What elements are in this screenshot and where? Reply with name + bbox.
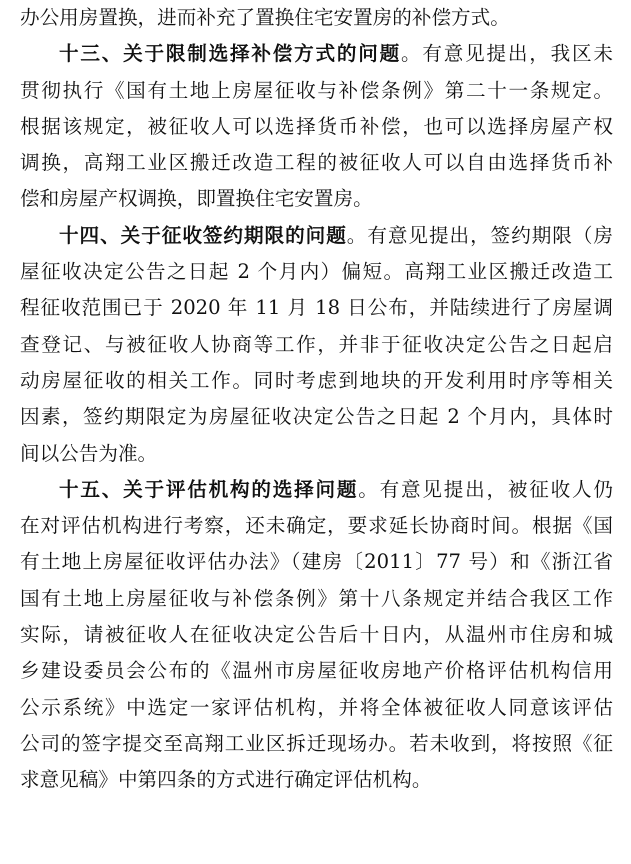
section-heading: 十四、关于征收签约期限的问题 xyxy=(59,223,347,247)
paragraph-line: 屋征收决定公告之日起 2 个月内）偏短。高翔工业区搬迁改造工 xyxy=(20,260,613,284)
paragraph-line: 偿和房屋产权调换，即置换住宅安置房。 xyxy=(20,187,373,211)
intro-paragraph xyxy=(20,0,613,36)
paragraph-line: 十五、关于评估机构的选择问题。有意见提出，被征收人仍 xyxy=(59,477,613,501)
document-page xyxy=(20,0,613,799)
paragraph-line: 十四、关于征收签约期限的问题。有意见提出，签约期限（房 xyxy=(59,223,613,247)
paragraph-line: 程征收范围已于 2020 年 11 月 18 日公布，并陆续进行了房屋调 xyxy=(20,296,613,320)
paragraph-line: 间以公告为准。 xyxy=(20,441,158,465)
section-heading: 十五、关于评估机构的选择问题 xyxy=(59,477,359,501)
paragraph-line: 乡建设委员会公布的《温州市房屋征收房地产价格评估机构信用 xyxy=(20,659,613,683)
paragraph-line: 贯彻执行《国有土地上房屋征收与补偿条例》第二十一条规定。 xyxy=(20,78,613,102)
paragraph-line: 因素，签约期限定为房屋征收决定公告之日起 2 个月内，具体时 xyxy=(20,405,613,429)
paragraph-line: 调换，高翔工业区搬迁改造工程的被征收人可以自由选择货币补 xyxy=(20,151,613,175)
paragraph-line: 求意见稿》中第四条的方式进行确定评估机构。 xyxy=(20,768,432,792)
paragraph-line: 实际，请被征收人在征收决定公告后十日内，从温州市住房和城 xyxy=(20,623,613,647)
paragraph-line: 十三、关于限制选择补偿方式的问题。有意见提出，我区未 xyxy=(59,42,613,66)
paragraph-line: 国有土地上房屋征收与补偿条例》第十八条规定并结合我区工作 xyxy=(20,586,613,610)
paragraph-line: 根据该规定，被征收人可以选择货币补偿，也可以选择房屋产权 xyxy=(20,114,613,138)
paragraph-line: 公示系统》中选定一家评估机构，并将全体被征收人同意该评估 xyxy=(20,695,613,719)
paragraph-line: 办公用房置换，进而补充了置换住宅安置房的补偿方式。 xyxy=(20,6,510,29)
paragraph-line: 动房屋征收的相关工作。同时考虑到地块的开发利用时序等相关 xyxy=(20,368,613,392)
paragraph-line: 公司的签字提交至高翔工业区拆迁现场办。若未收到，将按照《征 xyxy=(20,731,613,755)
section-13 xyxy=(20,36,613,217)
section-15 xyxy=(20,472,613,799)
section-14 xyxy=(20,218,613,472)
paragraph-line: 查登记、与被征收人协商等工作，并非于征收决定公告之日起启 xyxy=(20,332,613,356)
paragraph-line: 在对评估机构进行考察，还未确定，要求延长协商时间。根据《国 xyxy=(20,514,613,538)
section-heading: 十三、关于限制选择补偿方式的问题 xyxy=(59,42,402,66)
paragraph-line: 有土地上房屋征收评估办法》（建房〔2011〕77 号）和《浙江省 xyxy=(20,550,613,574)
